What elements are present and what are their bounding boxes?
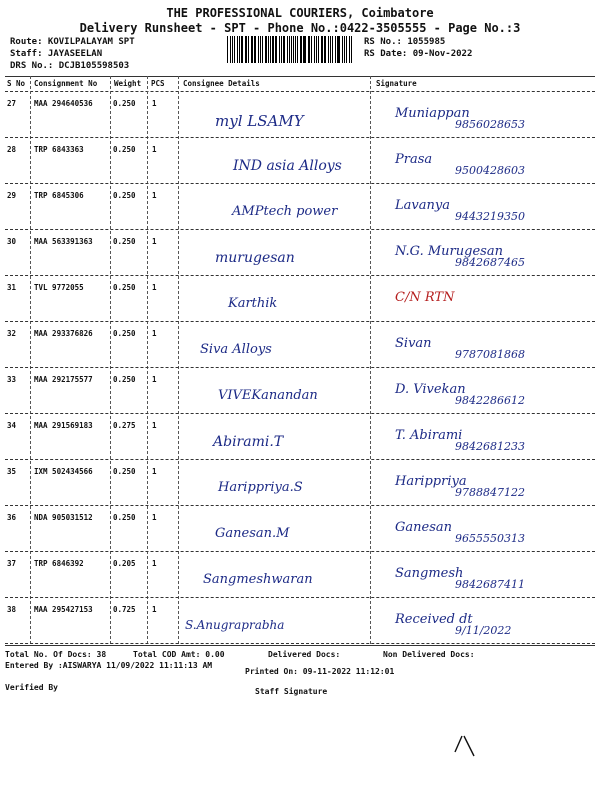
delivered-docs: Delivered Docs: xyxy=(268,650,341,659)
row-consignment-no: TVL 9772055 xyxy=(34,283,84,292)
column-divider xyxy=(178,76,179,644)
row-sno: 35 xyxy=(7,467,17,476)
row-signature-phone: 9655550313 xyxy=(455,532,525,545)
row-pcs: 1 xyxy=(152,605,157,614)
pen-mark xyxy=(450,730,480,760)
row-consignee: Sangmeshwaran xyxy=(203,572,313,587)
row-consignment-no: TRP 6843363 xyxy=(34,145,84,154)
barcode-bar xyxy=(227,36,228,63)
barcode-bar xyxy=(230,36,231,63)
row-consignment-no: MAA 563391363 xyxy=(34,237,93,246)
row-divider xyxy=(5,367,595,368)
row-signature: T. Abirami xyxy=(395,428,463,443)
row-divider xyxy=(5,551,595,552)
column-divider xyxy=(147,76,148,644)
barcode-bar xyxy=(237,36,238,63)
col-consignee: Consignee Details xyxy=(183,79,260,88)
barcode-bar xyxy=(309,36,310,63)
row-divider xyxy=(5,137,595,138)
row-pcs: 1 xyxy=(152,375,157,384)
barcode-bar xyxy=(344,36,345,63)
staff-label: Staff: JAYASEELAN xyxy=(10,49,103,59)
row-sno: 36 xyxy=(7,513,17,522)
row-weight: 0.250 xyxy=(113,99,136,108)
barcode-bar xyxy=(293,36,294,63)
row-consignee: S.Anugraprabha xyxy=(185,618,285,632)
row-weight: 0.250 xyxy=(113,191,136,200)
barcode-bar xyxy=(275,36,276,63)
row-signature: Received dt xyxy=(395,612,473,627)
drs-label: DRS No.: DCJB105598503 xyxy=(10,61,130,71)
row-pcs: 1 xyxy=(152,421,157,430)
row-consignee: VIVEKanandan xyxy=(218,388,318,403)
row-weight: 0.250 xyxy=(113,375,136,384)
barcode-bar xyxy=(303,36,304,63)
barcode-bar xyxy=(245,36,246,63)
row-pcs: 1 xyxy=(152,145,157,154)
row-pcs: 1 xyxy=(152,99,157,108)
row-signature: N.G. Murugesan xyxy=(395,244,503,259)
barcode-bar xyxy=(272,36,273,63)
barcode-bar xyxy=(295,36,296,63)
barcode-bar xyxy=(239,36,240,63)
row-sno: 34 xyxy=(7,421,17,430)
barcode-bar xyxy=(248,36,249,63)
row-weight: 0.250 xyxy=(113,513,136,522)
barcode-bar xyxy=(332,36,333,63)
row-sno: 29 xyxy=(7,191,17,200)
row-consignment-no: TRP 6846392 xyxy=(34,559,84,568)
barcode-bar xyxy=(255,36,256,63)
barcode xyxy=(227,36,353,63)
row-signature-phone: 9842687411 xyxy=(455,578,525,591)
barcode-bar xyxy=(351,36,352,63)
row-consignee: Ganesan.M xyxy=(215,526,290,541)
row-consignee: Karthik xyxy=(228,296,278,311)
row-signature: C/N RTN xyxy=(395,290,455,305)
row-divider xyxy=(5,505,595,506)
barcode-bar xyxy=(346,36,347,63)
row-sno: 30 xyxy=(7,237,17,246)
barcode-bar xyxy=(262,36,263,63)
barcode-bar xyxy=(260,36,261,63)
row-sno: 27 xyxy=(7,99,17,108)
row-sno: 28 xyxy=(7,145,17,154)
row-divider xyxy=(5,183,595,184)
row-signature: Harippriya xyxy=(395,474,467,489)
staff-signature: Staff Signature xyxy=(255,687,328,696)
row-consignee: Abirami.T xyxy=(213,434,284,450)
row-weight: 0.250 xyxy=(113,145,136,154)
barcode-bar xyxy=(311,36,312,63)
row-consignment-no: NDA 905031512 xyxy=(34,513,93,522)
barcode-bar xyxy=(268,36,269,63)
barcode-bar xyxy=(254,36,255,63)
col-signature: Signature xyxy=(376,79,417,88)
row-pcs: 1 xyxy=(152,191,157,200)
barcode-bar xyxy=(314,36,315,63)
row-pcs: 1 xyxy=(152,237,157,246)
row-signature-phone: 9842681233 xyxy=(455,440,525,453)
row-consignee: IND asia Alloys xyxy=(233,158,342,174)
row-signature: Lavanya xyxy=(395,198,450,213)
total-cod: Total COD Amt: 0.00 xyxy=(133,650,225,659)
barcode-bar xyxy=(324,36,325,63)
barcode-bar xyxy=(283,36,285,63)
row-consignment-no: MAA 295427153 xyxy=(34,605,93,614)
barcode-bar xyxy=(330,36,331,63)
row-divider xyxy=(5,643,595,644)
col-pcs: PCS xyxy=(151,79,165,88)
route-label: Route: KOVILPALAYAM SPT xyxy=(10,37,135,47)
barcode-bar xyxy=(270,36,271,63)
row-pcs: 1 xyxy=(152,467,157,476)
row-consignment-no: IXM 502434566 xyxy=(34,467,93,476)
barcode-bar xyxy=(279,36,280,63)
row-consignee: AMPtech power xyxy=(232,204,338,219)
row-consignee: Harippriya.S xyxy=(218,480,303,495)
barcode-bar xyxy=(308,36,309,63)
total-docs: Total No. Of Docs: 38 xyxy=(5,650,107,659)
row-weight: 0.250 xyxy=(113,237,136,246)
row-divider xyxy=(5,413,595,414)
non-delivered-docs: Non Delivered Docs: xyxy=(383,650,475,659)
row-signature: Sivan xyxy=(395,336,432,351)
barcode-bar xyxy=(328,36,329,63)
barcode-bar xyxy=(304,36,305,63)
row-signature-phone: 9787081868 xyxy=(455,348,525,361)
barcode-bar xyxy=(342,36,343,63)
row-weight: 0.725 xyxy=(113,605,136,614)
column-divider xyxy=(30,76,31,644)
row-weight: 0.250 xyxy=(113,467,136,476)
row-weight: 0.250 xyxy=(113,329,136,338)
barcode-bar xyxy=(300,36,302,63)
divider xyxy=(5,76,595,77)
barcode-bar xyxy=(289,36,290,63)
page-title: THE PROFESSIONAL COURIERS, Coimbatore xyxy=(166,6,434,20)
col-sno: S No xyxy=(7,79,26,88)
col-weight: Weight xyxy=(114,79,142,88)
row-signature-phone: 9842687465 xyxy=(455,256,525,269)
barcode-bar xyxy=(265,36,267,63)
row-pcs: 1 xyxy=(152,559,157,568)
verified-by: Verified By xyxy=(5,683,58,692)
row-sno: 32 xyxy=(7,329,17,338)
row-pcs: 1 xyxy=(152,513,157,522)
row-sno: 31 xyxy=(7,283,17,292)
row-consignment-no: MAA 293376826 xyxy=(34,329,93,338)
row-pcs: 1 xyxy=(152,329,157,338)
divider xyxy=(5,91,595,92)
barcode-bar xyxy=(232,36,233,63)
barcode-bar xyxy=(234,36,236,63)
row-signature: D. Vivekan xyxy=(395,382,466,397)
row-signature-phone: 9443219350 xyxy=(455,210,525,223)
row-signature-phone: 9788847122 xyxy=(455,486,525,499)
row-signature-phone: 9842286612 xyxy=(455,394,525,407)
divider xyxy=(5,645,595,646)
column-divider xyxy=(370,76,371,644)
row-divider xyxy=(5,275,595,276)
row-consignment-no: MAA 291569183 xyxy=(34,421,93,430)
row-signature: Prasa xyxy=(395,152,433,167)
row-weight: 0.250 xyxy=(113,283,136,292)
printed-on: Printed On: 09-11-2022 11:12:01 xyxy=(245,667,395,676)
row-divider xyxy=(5,459,595,460)
barcode-bar xyxy=(297,36,298,63)
row-pcs: 1 xyxy=(152,283,157,292)
row-consignment-no: MAA 294640536 xyxy=(34,99,93,108)
entered-by: Entered By :AISWARYA 11/09/2022 11:11:13 AM xyxy=(5,661,213,670)
row-divider xyxy=(5,597,595,598)
barcode-bar xyxy=(349,36,350,63)
barcode-bar xyxy=(316,36,317,63)
row-divider xyxy=(5,229,595,230)
row-consignment-no: MAA 292175577 xyxy=(34,375,93,384)
barcode-bar xyxy=(281,36,282,63)
row-divider xyxy=(5,321,595,322)
barcode-bar xyxy=(258,36,259,63)
barcode-bar xyxy=(251,36,253,63)
row-weight: 0.205 xyxy=(113,559,136,568)
barcode-bar xyxy=(337,36,338,63)
row-signature: Sangmesh xyxy=(395,566,464,581)
barcode-bar xyxy=(246,36,247,63)
barcode-bar xyxy=(291,36,292,63)
barcode-bar xyxy=(241,36,242,63)
row-signature: Muniappan xyxy=(395,106,470,121)
barcode-bar xyxy=(318,36,319,63)
rs-date-label: RS Date: 09-Nov-2022 xyxy=(364,49,473,59)
row-consignment-no: TRP 6845306 xyxy=(34,191,84,200)
row-signature-phone: 9/11/2022 xyxy=(455,624,512,637)
row-sno: 37 xyxy=(7,559,17,568)
column-divider xyxy=(110,76,111,644)
row-consignee: Siva Alloys xyxy=(200,342,272,357)
barcode-bar xyxy=(335,36,336,63)
row-consignee: myl LSAMY xyxy=(215,112,304,130)
row-consignee: murugesan xyxy=(215,250,295,266)
barcode-bar xyxy=(276,36,277,63)
row-weight: 0.275 xyxy=(113,421,136,430)
barcode-bar xyxy=(287,36,288,63)
row-signature: Ganesan xyxy=(395,520,452,535)
barcode-bar xyxy=(325,36,326,63)
row-sno: 38 xyxy=(7,605,17,614)
rs-no-label: RS No.: 1055985 xyxy=(364,37,446,47)
row-sno: 33 xyxy=(7,375,17,384)
col-consignment: Consignment No xyxy=(34,79,98,88)
barcode-bar xyxy=(338,36,340,63)
page-subtitle: Delivery Runsheet - SPT - Phone No.:0422-3505555 - Page No.:3 xyxy=(79,21,521,35)
row-signature-phone: 9500428603 xyxy=(455,164,525,177)
row-signature-phone: 9856028653 xyxy=(455,118,525,131)
barcode-bar xyxy=(321,36,323,63)
